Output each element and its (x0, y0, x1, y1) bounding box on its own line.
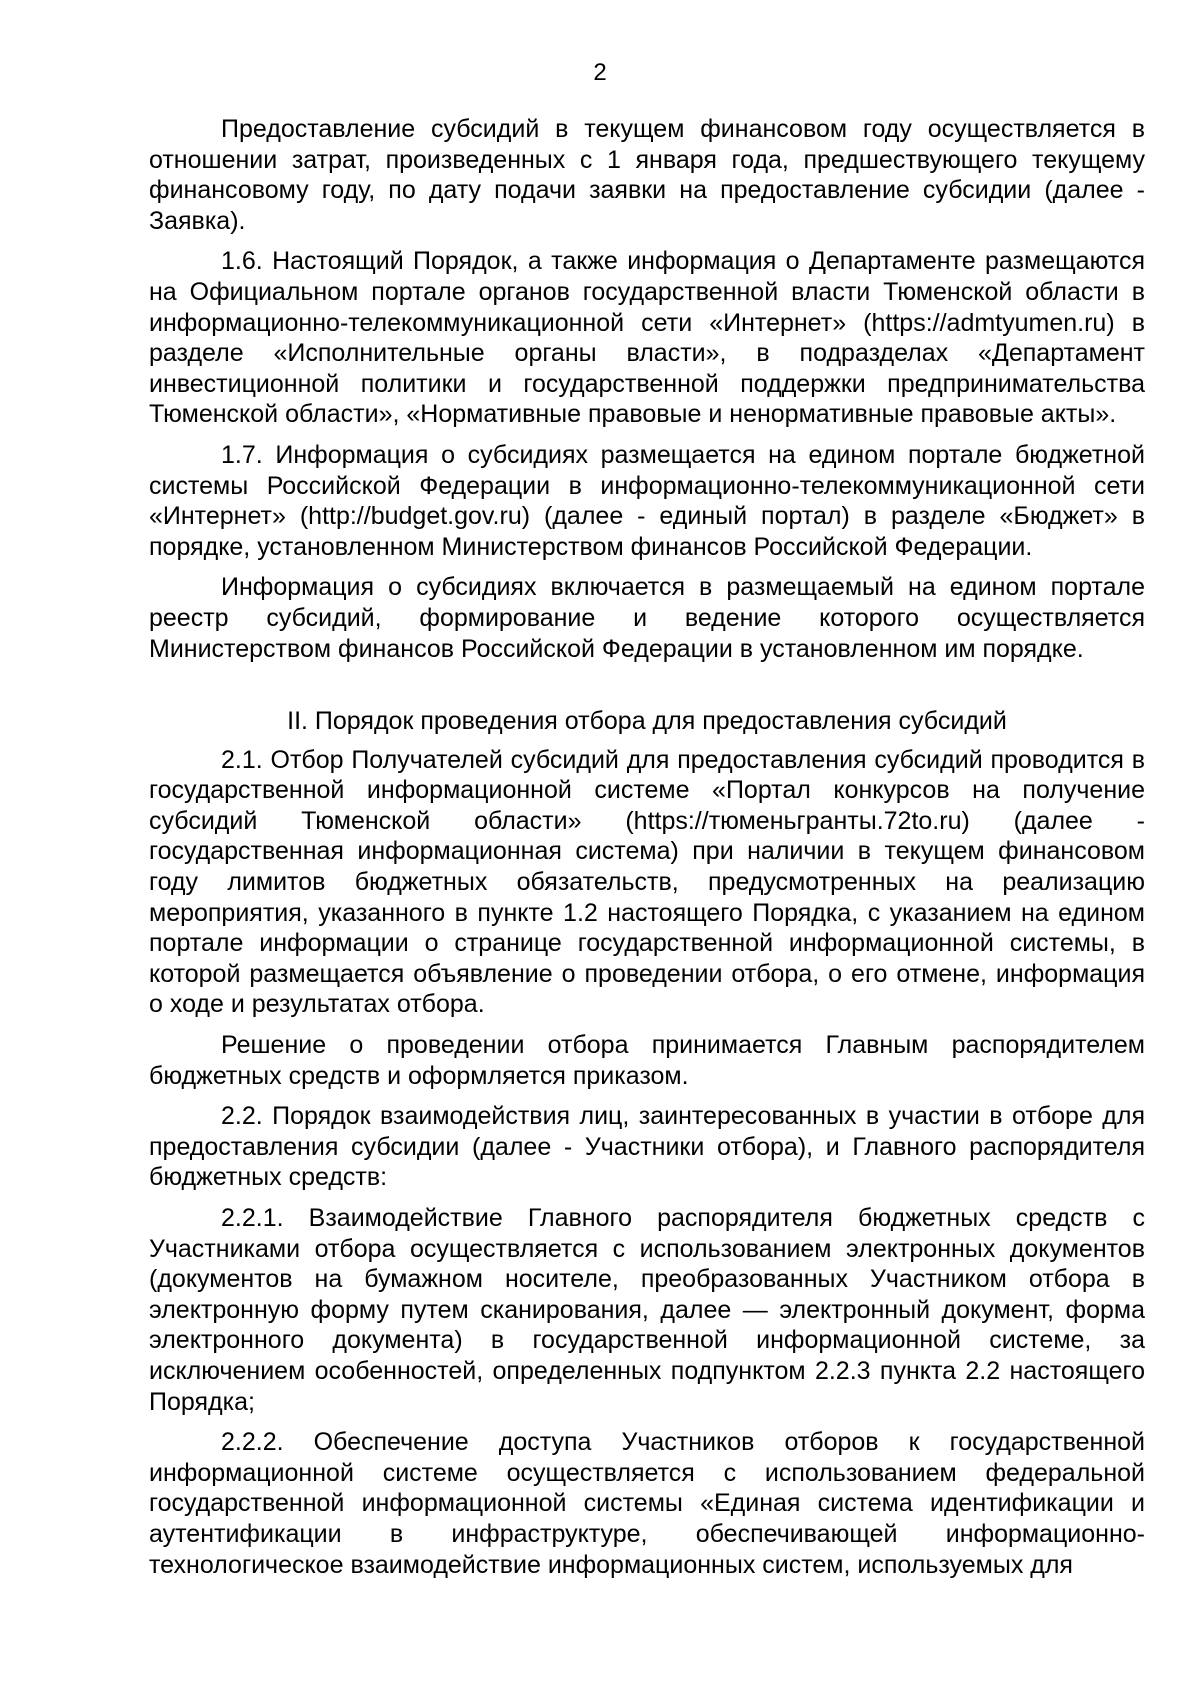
paragraph-2-2-2: 2.2.2. Обеспечение доступа Участников отборов к государственной информационной системе осуществляется с использованием федеральной государственной информационной системы «Единая система идентификации и аутентификации в инфраструктуре, обеспечивающей информационно-технологическое взаимодействие информационных систем, используемых для (149, 1428, 1145, 1579)
paragraph-2-2-1: 2.2.1. Взаимодействие Главного распорядителя бюджетных средств с Участниками отбора осуществляется с использованием электронных документов (документов на бумажном носителе, преобразованных Участником отбора в электронную форму путем сканирования, далее — электронный документ, форма электронного документа) в государственной информационной системе, за исключением особенностей, определенных подпунктом 2.2.3 пункта 2.2 настоящего Порядка; (149, 1204, 1145, 1416)
document-body (149, 114, 1145, 1590)
paragraph-selection-decision: Решение о проведении отбора принимается Главным распорядителем бюджетных средств и оформляется приказом. (149, 1031, 1145, 1090)
page-number: 2 (593, 59, 607, 86)
section-2-heading: II. Порядок проведения отбора для предоставления субсидий (287, 707, 1007, 736)
paragraph-2-1: 2.1. Отбор Получателей субсидий для предоставления субсидий проводится в государственной информационной системе «Портал конкурсов на получение субсидий Тюменской области» (https://тюменьгранты.72to.ru) (далее - государственная информационная система) при наличии в текущем финансовом году лимитов бюджетных обязательств, предусмотренных на реализацию мероприятия, указанного в пункте 1.2 настоящего Порядка, с указанием на едином портале информации о странице государственной информационной системы, в которой размещается объявление о проведении отбора, о его отмене, информация о ходе и результатах отбора. (149, 745, 1145, 1019)
paragraph-1-7: 1.7. Информация о субсидиях размещается на едином портале бюджетной системы Российской Федерации в информационно-телекоммуникационной сети «Интернет» (http://budget.gov.ru) (далее - единый портал) в разделе «Бюджет» в порядке, установленном Министерством финансов Российской Федерации. (149, 440, 1145, 561)
paragraph-1-6: 1.6. Настоящий Порядок, а также информация о Департаменте размещаются на Официальном портале органов государственной власти Тюменской области в информационно-телекоммуникационной сети «Интернет» (https://admtyumen.ru) в разделе «Исполнительные органы власти», в подразделах «Департамент инвестиционной политики и государственной поддержки предпринимательства Тюменской области», «Нормативные правовые и ненормативные правовые акты». (149, 247, 1145, 429)
paragraph-2-2: 2.2. Порядок взаимодействия лиц, заинтересованных в участии в отборе для предоставления субсидии (далее - Участники отбора), и Главного распорядителя бюджетных средств: (149, 1102, 1145, 1192)
paragraph-subsidy-period: Предоставление субсидий в текущем финансовом году осуществляется в отношении затрат, произведенных с 1 января года, предшествующего текущему финансовому году, по дату подачи заявки на предоставление субсидии (далее - Заявка). (149, 115, 1145, 235)
paragraph-subsidy-registry: Информация о субсидиях включается в размещаемый на едином портале реестр субсидий, формирование и ведение которого осуществляется Министерством финансов Российской Федерации в установленном им порядке. (149, 573, 1145, 663)
